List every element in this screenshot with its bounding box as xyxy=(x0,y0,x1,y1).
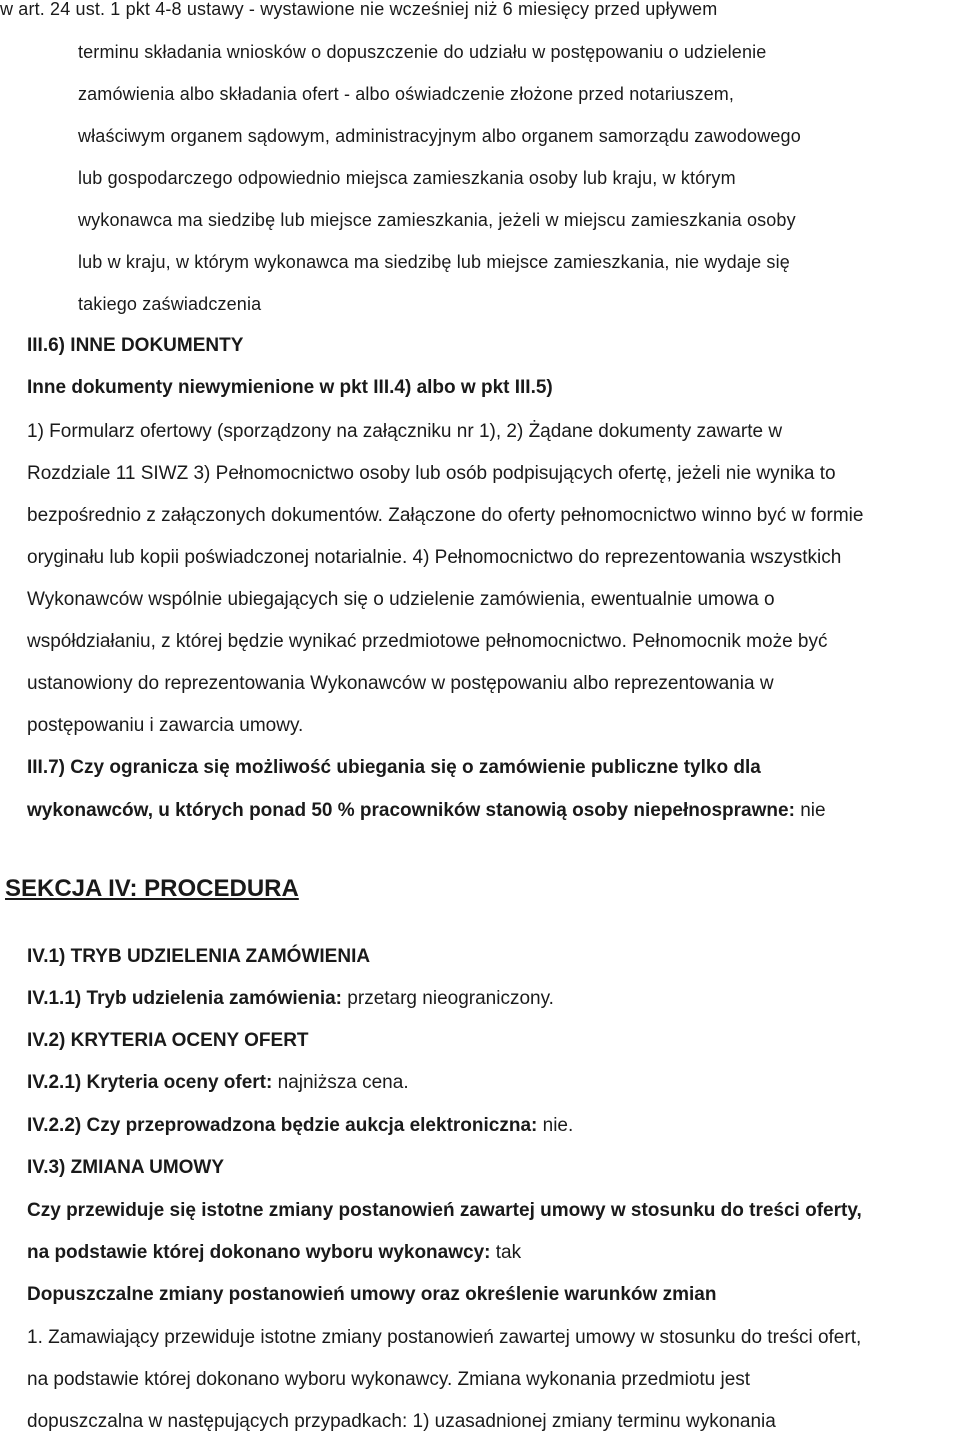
section-4-2-2-label: IV.2.2) Czy przeprowadzona będzie aukcja elektroniczna: xyxy=(27,1115,538,1136)
section-3-6-line-4: oryginału lub kopii poświadczonej notarialnie. 4) Pełnomocnictwo do reprezentowania wszystkich xyxy=(27,547,842,568)
section-3-6-line-8: postępowaniu i zawarcia umowy. xyxy=(27,715,304,736)
section-3-6-line-3: bezpośrednio z załączonych dokumentów. Załączone do oferty pełnomocnictwo winno być w formie xyxy=(27,505,864,526)
section-4-3-question-line-1: Czy przewiduje się istotne zmiany postanowień zawartej umowy w stosunku do treści oferty, xyxy=(27,1200,862,1221)
section-4-3-question-line-2 xyxy=(27,1241,521,1265)
section-4-2-2 xyxy=(27,1114,573,1138)
intro-line-7: lub w kraju, w którym wykonawca ma siedzibę lub miejsce zamieszkania, nie wydaje się xyxy=(78,252,790,272)
section-3-7-line-1: III.7) Czy ogranicza się możliwość ubiegania się o zamówienie publiczne tylko dla xyxy=(27,757,761,778)
intro-line-5: lub gospodarczego odpowiednio miejsca zamieszkania osoby lub kraju, w którym xyxy=(78,168,736,188)
section-3-6-line-5: Wykonawców wspólnie ubiegających się o udzielenie zamówienia, ewentualnie umowa o xyxy=(27,589,775,610)
section-4-1-heading: IV.1) TRYB UDZIELENIA ZAMÓWIENIA xyxy=(27,946,371,967)
intro-line-2: terminu składania wniosków o dopuszczenie do udziału w postępowaniu o udzielenie xyxy=(78,42,767,62)
section-4-3-question-text: na podstawie której dokonano wyboru wykonawcy: xyxy=(27,1242,491,1263)
section-4-3-heading: IV.3) ZMIANA UMOWY xyxy=(27,1157,225,1178)
intro-line-6: wykonawca ma siedzibę lub miejsce zamieszkania, jeżeli w miejscu zamieszkania osoby xyxy=(78,210,796,230)
section-4-2-2-value: nie. xyxy=(542,1115,574,1136)
section-3-6-line-2: Rozdziale 11 SIWZ 3) Pełnomocnictwo osoby lub osób podpisujących ofertę, jeżeli nie wynika to xyxy=(27,463,836,484)
section-4-1-1-value: przetarg nieograniczony. xyxy=(347,988,554,1009)
section-4-1-1-label: IV.1.1) Tryb udzielenia zamówienia: xyxy=(27,988,343,1009)
section-4-1-1 xyxy=(27,987,554,1011)
section-4-title: SEKCJA IV: PROCEDURA xyxy=(5,875,299,902)
changes-line-2: na podstawie której dokonano wyboru wykonawcy. Zmiana wykonania przedmiotu jest xyxy=(27,1369,751,1390)
intro-line-8: takiego zaświadczenia xyxy=(78,294,262,314)
section-3-6-line-1: 1) Formularz ofertowy (sporządzony na załączniku nr 1), 2) Żądane dokumenty zawarte w xyxy=(27,421,783,442)
intro-line-4: właściwym organem sądowym, administracyjnym albo organem samorządu zawodowego xyxy=(78,126,801,146)
section-3-6-subheading: Inne dokumenty niewymienione w pkt III.4) albo w pkt III.5) xyxy=(27,377,553,398)
section-3-7-question: wykonawców, u których ponad 50 % pracowników stanowią osoby niepełnosprawne: xyxy=(27,800,795,821)
changes-heading: Dopuszczalne zmiany postanowień umowy oraz określenie warunków zmian xyxy=(27,1284,717,1305)
section-4-2-1-label: IV.2.1) Kryteria oceny ofert: xyxy=(27,1072,273,1093)
section-3-7-line-2 xyxy=(27,799,826,823)
section-3-7-answer: nie xyxy=(800,800,826,821)
section-3-6-line-7: ustanowiony do reprezentowania Wykonawców w postępowaniu albo reprezentowania w xyxy=(27,673,774,694)
section-3-6-heading: III.6) INNE DOKUMENTY xyxy=(27,335,244,356)
changes-line-3: dopuszczalna w następujących przypadkach: 1) uzasadnionej zmiany terminu wykonania xyxy=(27,1411,776,1432)
changes-line-1: 1. Zamawiający przewiduje istotne zmiany postanowień zawartej umowy w stosunku do treści ofert, xyxy=(27,1327,862,1348)
section-4-3-answer: tak xyxy=(495,1242,522,1263)
section-4-2-heading: IV.2) KRYTERIA OCENY OFERT xyxy=(27,1030,309,1051)
section-4-2-1-value: najniższa cena. xyxy=(277,1072,409,1093)
section-4-2-1 xyxy=(27,1071,409,1095)
intro-line-3: zamówienia albo składania ofert - albo oświadczenie złożone przed notariuszem, xyxy=(78,84,735,104)
intro-line-1: w art. 24 ust. 1 pkt 4-8 ustawy - wystawione nie wcześniej niż 6 miesięcy przed upływem xyxy=(0,0,718,19)
section-3-6-line-6: współdziałaniu, z której będzie wynikać przedmiotowe pełnomocnictwo. Pełnomocnik może być xyxy=(27,631,828,652)
